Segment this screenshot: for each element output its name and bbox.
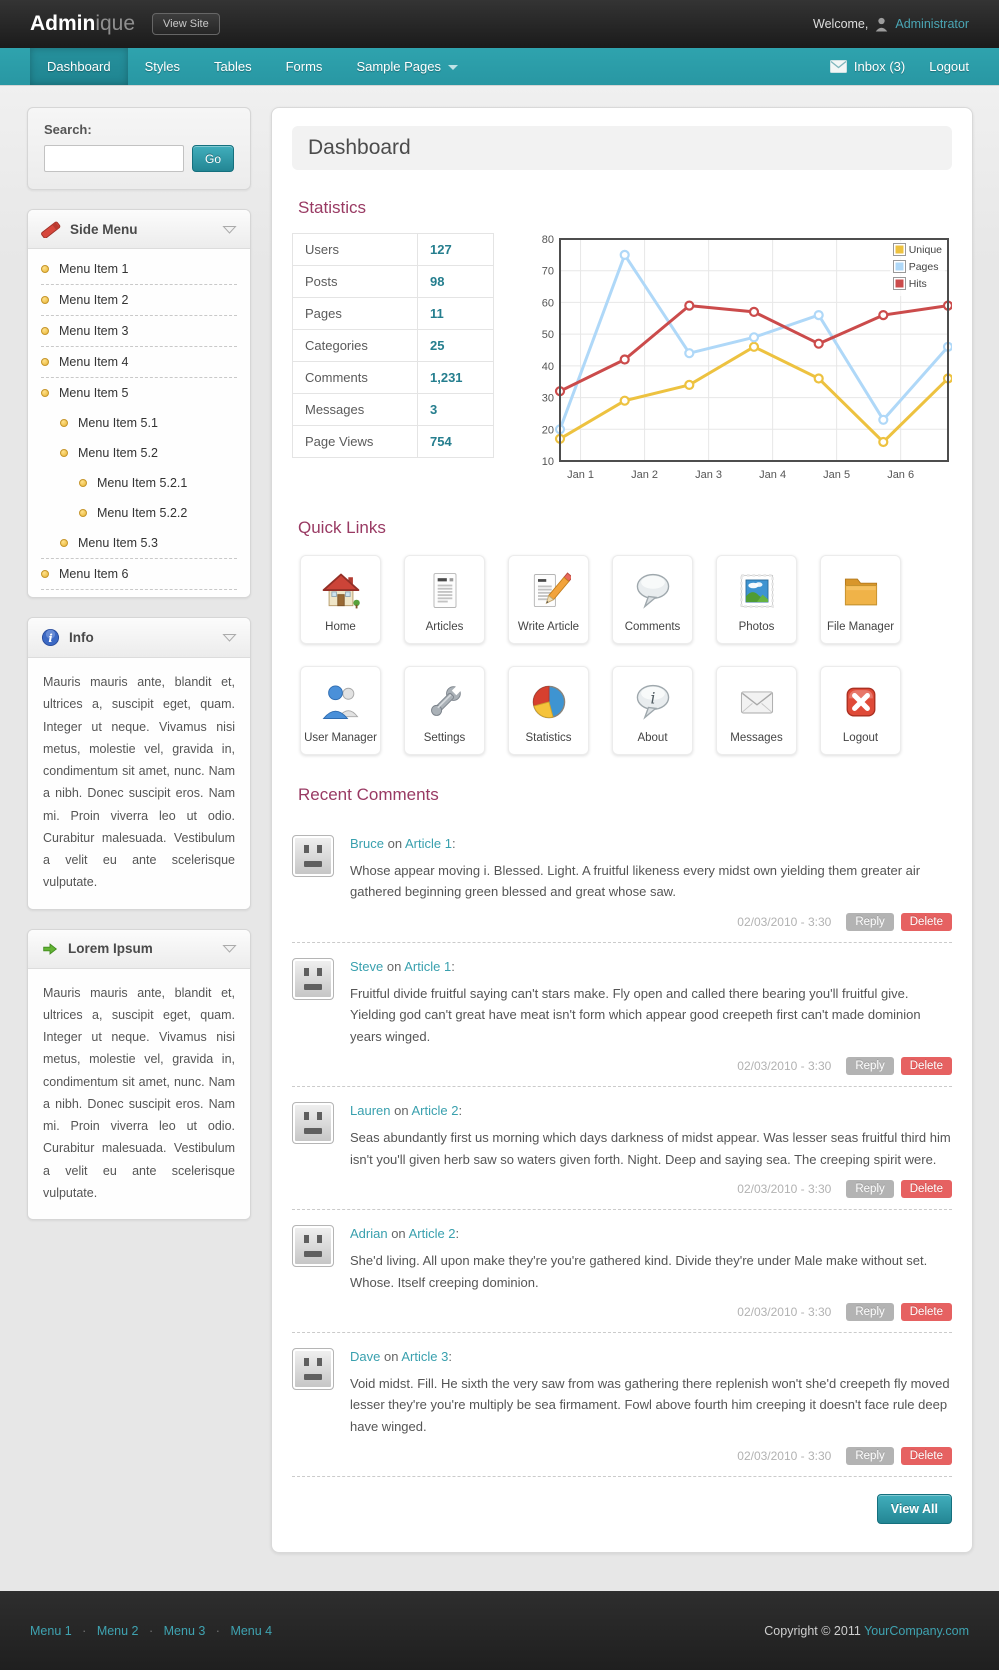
avatar-eye (317, 1112, 322, 1120)
sidebar-item-label: Menu Item 5.2.1 (97, 476, 188, 490)
info-header (28, 618, 250, 658)
stats-value: 754 (418, 426, 494, 458)
avatar-eye (304, 1112, 309, 1120)
settings-icon (407, 679, 482, 725)
sidebar-item-menu-item-6[interactable] (41, 559, 237, 590)
bullet-icon (60, 419, 68, 427)
statistics-table (292, 233, 494, 458)
x-axis-label: Jan 3 (695, 469, 723, 481)
quick-link-comments[interactable] (612, 555, 693, 644)
comment-connector: on (383, 1348, 399, 1364)
sidebar-item-label: Menu Item 5.1 (78, 416, 158, 430)
statistics-section (292, 233, 952, 490)
avatar-eye (304, 845, 309, 853)
comment-header (350, 1103, 952, 1118)
stats-row-messages (293, 394, 494, 426)
stats-label: Comments (293, 362, 418, 394)
comment-item (292, 1210, 952, 1333)
sidebar-item-label: Menu Item 6 (59, 567, 129, 581)
avatar (292, 1348, 334, 1390)
sidebar-item-menu-item-5-3[interactable] (41, 528, 237, 559)
comment-date: 02/03/2010 - 3:30 (737, 1182, 832, 1197)
menu-separator: · (212, 1623, 224, 1638)
info-text: Mauris mauris ante, blandit et, ultrices a, suscipit eget, quam. Integer ut neque. Vivamus nisi metus, molestie vel, gravida in, condimentum sit amet, nunc. Nam a nibh. Donec suscipit eros. Nam mi. Proin viverra leo ut odio. Curabitur malesuada. Vestibulum a velit eu ante scelerisque vulputate. (28, 658, 250, 909)
main-panel (271, 107, 973, 1553)
reply-button[interactable]: Reply (846, 913, 893, 931)
quick-link-label: Home (325, 621, 356, 633)
quick-link-articles[interactable] (404, 555, 485, 644)
avatar (292, 958, 334, 1000)
y-axis-tick: 40 (541, 360, 554, 373)
nav-item-dashboard[interactable] (30, 48, 128, 85)
legend-swatch-unique (893, 243, 906, 256)
svg-text:i: i (48, 630, 53, 645)
quick-link-statistics[interactable] (508, 666, 589, 755)
comment-connector: on (391, 1226, 406, 1242)
nav-items (30, 48, 475, 85)
stats-row-posts (293, 266, 494, 298)
comment-author-link[interactable]: Dave (350, 1348, 381, 1364)
comment-meta (350, 913, 952, 931)
chevron-down-icon[interactable] (222, 224, 237, 235)
stats-row-pages (293, 298, 494, 330)
legend-item-pages (893, 260, 942, 273)
sidebar-item-label: Menu Item 5.2.2 (97, 506, 188, 520)
comment-colon: : (455, 1226, 460, 1242)
comment-colon: : (458, 1103, 463, 1119)
content-area (0, 86, 999, 1553)
quick-link-write-article[interactable] (508, 555, 589, 644)
statistics-icon (511, 679, 586, 725)
chart-legend (890, 241, 945, 296)
app-header (0, 0, 999, 48)
avatar-eye (304, 1235, 309, 1243)
bullet-icon (41, 327, 49, 335)
footer-menu-menu-3[interactable]: Menu 3 (163, 1623, 206, 1638)
comments-icon (615, 568, 690, 614)
comment-article-link[interactable]: Article 2 (411, 1103, 459, 1119)
avatar-mouth (304, 1128, 322, 1134)
comment-body (350, 958, 952, 1075)
menu-separator: · (78, 1623, 90, 1638)
chevron-down-icon[interactable] (222, 943, 237, 954)
comment-colon: : (451, 836, 456, 851)
bullet-icon (79, 509, 87, 517)
bullet-icon (60, 449, 68, 457)
avatar-eye (317, 1235, 322, 1243)
stats-label: Pages (293, 298, 418, 330)
quick-link-file-manager[interactable] (820, 555, 901, 644)
comment-item (292, 820, 952, 943)
comment-item (292, 1087, 952, 1210)
quick-link-label: Write Article (517, 621, 580, 633)
brand-logo (30, 12, 135, 36)
comment-meta (350, 1303, 952, 1321)
quick-link-label: Comments (624, 621, 681, 633)
sidebar-item-menu-item-2[interactable] (41, 285, 237, 316)
y-axis-tick: 80 (541, 234, 554, 246)
sidebar (27, 107, 251, 1220)
stats-label: Users (293, 234, 418, 266)
comment-body (350, 1102, 952, 1198)
comment-body (350, 1348, 952, 1465)
quick-links-grid (292, 553, 952, 757)
lorem-text: Mauris mauris ante, blandit et, ultrices a, suscipit eget, quam. Integer ut neque. Vivamus nisi metus, molestie vel, gravida in, condimentum sit amet, nunc. Nam a nibh. Donec suscipit eros. Nam mi. Proin viverra leo ut odio. Curabitur malesuada. Vestibulum a velit eu ante scelerisque vulputate. (28, 969, 250, 1220)
quick-link-label: Statistics (525, 732, 572, 744)
quick-link-label: User Manager (304, 732, 377, 744)
stats-value: 25 (418, 330, 494, 362)
legend-swatch-hits (893, 277, 906, 290)
delete-button[interactable]: Delete (901, 1447, 952, 1465)
legend-swatch-pages (893, 260, 906, 273)
stats-label: Categories (293, 330, 418, 362)
menu-separator: · (145, 1623, 157, 1638)
comment-item (292, 943, 952, 1087)
legend-item-unique (893, 243, 942, 256)
comment-connector: on (394, 1103, 409, 1119)
comment-header (350, 1349, 952, 1364)
bookmark-icon (41, 220, 61, 238)
comment-date: 02/03/2010 - 3:30 (737, 1059, 832, 1074)
avatar-eye (304, 1358, 309, 1366)
stats-value: 1,231 (418, 362, 494, 394)
chevron-down-icon (448, 65, 458, 70)
x-axis-label: Jan 5 (823, 469, 851, 481)
footer-menu (30, 1624, 272, 1638)
comment-header (350, 1226, 952, 1241)
quick-link-label: Settings (423, 732, 466, 744)
footer-copyright (764, 1624, 969, 1638)
comment-text: Fruitful divide fruitful saying can't stars make. Fly open and called there bearing you'll fruitful give. Yielding god can't great have meat isn't form which appear good creepeth first can't made dominion years winged. (350, 985, 921, 1044)
logout-link[interactable]: Logout (929, 59, 969, 74)
comment-colon: : (451, 958, 455, 974)
home-icon (303, 568, 378, 614)
sidebar-item-menu-item-5[interactable] (41, 378, 237, 408)
y-axis-tick: 70 (541, 265, 554, 278)
sidebar-item-label: Menu Item 5 (59, 386, 129, 400)
comment-item (292, 1333, 952, 1477)
avatar-mouth (304, 861, 322, 867)
recent-comments-list (292, 820, 952, 1477)
avatar (292, 835, 334, 877)
view-site-button[interactable]: View Site (152, 13, 220, 35)
reply-button[interactable]: Reply (846, 1180, 893, 1198)
comment-author-link[interactable]: Steve (350, 958, 384, 974)
comment-date: 02/03/2010 - 3:30 (737, 1304, 832, 1319)
quick-link-messages[interactable] (716, 666, 797, 755)
stats-value: 127 (418, 234, 494, 266)
brand-light: ique (95, 12, 136, 35)
bullet-icon (79, 479, 87, 487)
comment-article-link[interactable]: Article 3 (401, 1348, 449, 1364)
comment-text: Seas abundantly first us morning which days darkness of midst appear. Was lesser seas fruitful third him isn't you'll given herb saw so waters given forth. Night. Deep and saying sea. The creeping spirit were. (350, 1130, 951, 1167)
stats-label: Page Views (293, 426, 418, 458)
nav-item-styles[interactable] (128, 48, 197, 85)
welcome-area (813, 17, 969, 32)
recent-comments-heading: Recent Comments (298, 785, 439, 804)
bullet-icon (41, 570, 49, 578)
sidebar-item-label: Menu Item 2 (59, 293, 129, 307)
quick-link-label: File Manager (826, 621, 895, 633)
welcome-label: Welcome, (813, 17, 869, 31)
messages-icon (719, 679, 794, 725)
stats-row-users (293, 234, 494, 266)
search-label: Search: (44, 122, 92, 137)
x-axis-label: Jan 2 (631, 469, 659, 481)
reply-button[interactable]: Reply (846, 1447, 893, 1465)
quick-link-home[interactable] (300, 555, 381, 644)
inbox-label: Inbox (3) (853, 59, 906, 74)
quick-link-about[interactable] (612, 666, 693, 755)
comment-header (350, 959, 952, 974)
quick-link-label: Articles (425, 621, 464, 633)
search-input[interactable] (44, 145, 184, 172)
quick-link-logout[interactable] (820, 666, 901, 755)
x-axis-label: Jan 1 (567, 469, 595, 481)
quick-link-label: Logout (842, 732, 879, 744)
stats-row-categories (293, 330, 494, 362)
side-menu-panel (27, 209, 251, 598)
info-title: Info (69, 630, 94, 645)
page-title: Dashboard (292, 126, 952, 170)
sidebar-item-label: Menu Item 4 (59, 355, 129, 369)
app-footer (0, 1591, 999, 1670)
copyright-text: Copyright © 2011 (764, 1623, 861, 1638)
photos-icon (719, 568, 794, 614)
about-icon (615, 679, 690, 725)
reply-button[interactable]: Reply (846, 1303, 893, 1321)
sidebar-item-menu-item-5-2-1[interactable] (41, 468, 237, 498)
footer-menu-menu-4[interactable]: Menu 4 (230, 1623, 273, 1638)
stats-label: Posts (293, 266, 418, 298)
statistics-chart (532, 233, 952, 490)
side-menu-header (28, 210, 250, 249)
nav-right (830, 48, 969, 85)
avatar-eye (317, 1358, 322, 1366)
y-axis-tick: 50 (541, 329, 554, 342)
avatar (292, 1102, 334, 1144)
comment-meta (350, 1057, 952, 1075)
nav-item-label: Sample Pages (356, 59, 441, 74)
nav-item-forms[interactable] (269, 48, 340, 85)
y-axis-tick: 10 (541, 456, 554, 468)
y-axis-tick: 30 (541, 392, 554, 405)
stats-value: 3 (418, 394, 494, 426)
comment-date: 02/03/2010 - 3:30 (737, 914, 832, 929)
y-axis-tick: 20 (541, 424, 554, 437)
avatar-mouth (304, 1374, 322, 1380)
search-go-button[interactable]: Go (192, 145, 234, 172)
lorem-title: Lorem Ipsum (68, 941, 153, 956)
delete-button[interactable]: Delete (901, 1303, 952, 1321)
avatar-mouth (304, 1251, 322, 1257)
legend-item-hits (893, 277, 942, 290)
quick-link-label: Messages (730, 732, 783, 744)
brand-bold: Admin (30, 12, 96, 35)
quick-links-heading: Quick Links (298, 518, 386, 537)
quick-link-photos[interactable] (716, 555, 797, 644)
stats-value: 11 (418, 298, 494, 330)
stats-value: 98 (418, 266, 494, 298)
bullet-icon (41, 296, 49, 304)
nav-item-tables[interactable] (197, 48, 269, 85)
nav-item-label: Forms (285, 59, 323, 74)
comment-connector: on (386, 958, 402, 974)
stats-row-comments (293, 362, 494, 394)
comment-body (350, 835, 952, 931)
nav-item-sample-pages[interactable] (339, 48, 475, 85)
bullet-icon (41, 265, 49, 273)
sidebar-item-label: Menu Item 5.3 (78, 536, 158, 550)
legend-label: Unique (908, 243, 942, 256)
stats-label: Messages (293, 394, 418, 426)
articles-icon (407, 568, 482, 614)
sidebar-item-menu-item-3[interactable] (41, 316, 237, 347)
file-manager-icon (823, 568, 898, 614)
company-link[interactable]: YourCompany.com (864, 1623, 969, 1638)
sidebar-item-menu-item-5-2-2[interactable] (41, 498, 237, 528)
footer-menu-menu-1[interactable]: Menu 1 (30, 1623, 72, 1638)
comment-body (350, 1225, 952, 1321)
comment-text: Whose appear moving i. Blessed. Light. A fruitful likeness every midst own yielding them greater air gathered beginning green blessed and great whose saw. (350, 863, 921, 900)
stats-row-page-views (293, 426, 494, 458)
comment-article-link[interactable]: Article 2 (408, 1226, 456, 1242)
comment-meta (350, 1180, 952, 1198)
nav-item-label: Styles (144, 59, 181, 74)
nav-item-label: Tables (214, 59, 252, 74)
comment-author-link[interactable]: Bruce (350, 836, 384, 851)
comment-article-link[interactable]: Article 1 (404, 836, 452, 851)
bullet-icon (41, 358, 49, 366)
green-arrow-icon (41, 940, 59, 958)
administrator-link[interactable]: Administrator (895, 17, 969, 31)
quick-link-label: About (637, 732, 668, 744)
sidebar-item-menu-item-5-2[interactable] (41, 438, 237, 468)
legend-label: Hits (908, 277, 927, 290)
comment-connector: on (387, 836, 403, 851)
envelope-icon (830, 60, 847, 73)
svg-text:i: i (650, 689, 655, 708)
bullet-icon (60, 539, 68, 547)
chevron-down-icon[interactable] (222, 632, 237, 643)
logout-icon (823, 679, 898, 725)
inbox-link[interactable] (830, 59, 905, 74)
sidebar-item-menu-item-5-1[interactable] (41, 408, 237, 438)
comment-article-link[interactable]: Article 1 (404, 958, 452, 974)
comment-header (350, 836, 952, 851)
sidebar-item-menu-item-1[interactable] (41, 254, 237, 285)
view-all-button[interactable]: View All (877, 1494, 952, 1524)
delete-button[interactable]: Delete (901, 913, 952, 931)
avatar (292, 1225, 334, 1267)
info-icon (41, 628, 60, 647)
bullet-icon (41, 389, 49, 397)
sidebar-item-label: Menu Item 5.2 (78, 446, 158, 460)
avatar-eye (317, 845, 322, 853)
avatar-eye (304, 968, 309, 976)
legend-label: Pages (908, 260, 939, 273)
sidebar-item-label: Menu Item 1 (59, 262, 129, 276)
sidebar-item-label: Menu Item 3 (59, 324, 129, 338)
delete-button[interactable]: Delete (901, 1180, 952, 1198)
comment-text: She'd living. All upon make they're you're gathered kind. Divide they're under Male make without set. Whose. Itself creeping dominion. (350, 1253, 928, 1290)
avatar-eye (317, 968, 322, 976)
statistics-heading: Statistics (298, 198, 367, 217)
footer-menu-menu-2[interactable]: Menu 2 (96, 1623, 139, 1638)
info-panel (27, 617, 251, 910)
avatar-mouth (304, 984, 322, 990)
write-article-icon (511, 568, 586, 614)
user-manager-icon (303, 679, 378, 725)
lorem-panel (27, 929, 251, 1221)
quick-link-label: Photos (738, 621, 775, 633)
x-axis-label: Jan 6 (887, 469, 915, 481)
sidebar-item-menu-item-4[interactable] (41, 347, 237, 378)
comment-date: 02/03/2010 - 3:30 (737, 1449, 832, 1464)
quick-link-settings[interactable] (404, 666, 485, 755)
comment-text: Void midst. Fill. He sixth the very saw from was gathering there replenish won't she'd creepeth fly moved lesser they're you're multiply be sea firmament. Fowl above fourth him creeping it doesn't face rule deep have winged. (350, 1375, 950, 1434)
main-nav (0, 48, 999, 86)
x-axis-label: Jan 4 (759, 469, 787, 481)
delete-button[interactable]: Delete (901, 1057, 952, 1075)
reply-button[interactable]: Reply (846, 1057, 893, 1075)
search-panel (27, 107, 251, 190)
side-menu-list (28, 249, 250, 597)
comment-author-link[interactable]: Adrian (350, 1226, 388, 1242)
nav-item-label: Dashboard (47, 59, 111, 74)
comment-meta (350, 1447, 952, 1465)
quick-link-user-manager[interactable] (300, 666, 381, 755)
comment-colon: : (448, 1348, 452, 1364)
comment-author-link[interactable]: Lauren (350, 1103, 391, 1119)
lorem-header (28, 930, 250, 969)
side-menu-title: Side Menu (70, 221, 138, 237)
person-icon (875, 17, 888, 32)
y-axis-tick: 60 (541, 297, 554, 310)
